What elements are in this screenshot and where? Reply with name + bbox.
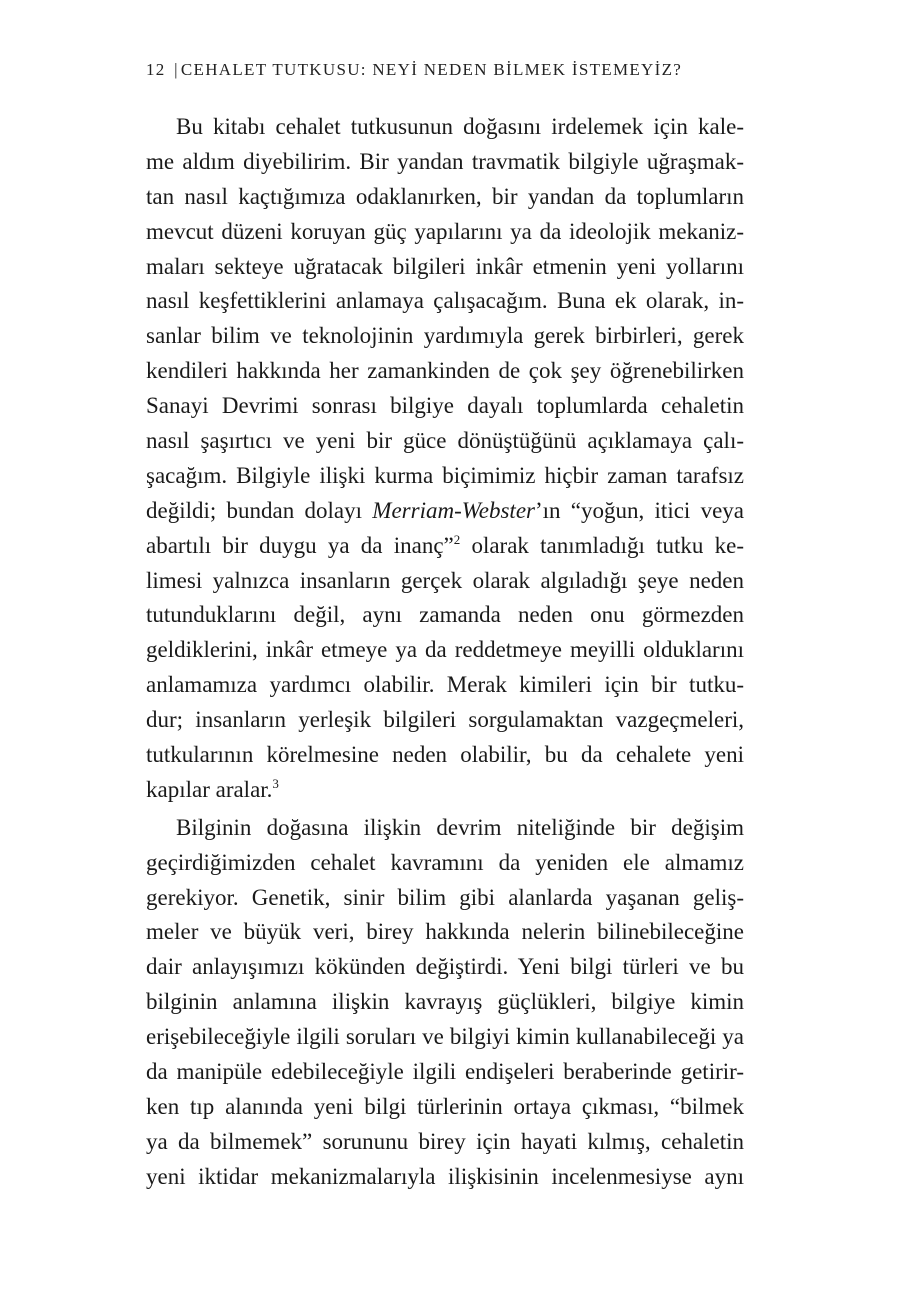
text-line: Bilginin doğasına ilişkin devrim niteliğinde bir değişim <box>176 814 744 840</box>
text-fragment: abartılı bir duygu ya da inanç” <box>146 532 454 558</box>
text-line: tutkularının körelmesine neden olabilir, bu da cehalete yeni <box>146 742 744 768</box>
text-line: tan nasıl kaçtığımıza odaklanırken, bir yandan da toplumların <box>146 183 744 209</box>
text-line: yeni iktidar mekanizmalarıyla ilişkisinin incelenmesiyse aynı <box>146 1163 744 1189</box>
text-line: da manipüle edebileceğiyle ilgili endişeleri beraberinde getirir- <box>146 1059 744 1085</box>
paragraph-2 <box>146 811 744 1195</box>
text-fragment: kapılar aralar. <box>146 776 273 802</box>
text-fragment: ’ın “yoğun, itici veya <box>534 497 744 523</box>
text-line: ken tıp alanında yeni bilgi türlerinin ortaya çıkması, “bilmek <box>146 1093 744 1119</box>
text-line: geçirdiğimizden cehalet kavramını da yeniden ele almamız <box>146 849 744 875</box>
text-line: erişebileceğiyle ilgili soruları ve bilgiyi kimin kullanabileceği ya <box>146 1024 744 1050</box>
text-fragment: olarak tanımladığı tutku ke- <box>460 532 744 558</box>
dictionary-name: Merriam-Webster <box>372 497 535 523</box>
text-line: limesi yalnızca insanların gerçek olarak algıladığı şeye neden <box>146 567 744 593</box>
book-title: CEHALET TUTKUSU: NEYİ NEDEN BİLMEK İSTEMEYİZ? <box>180 60 683 79</box>
page-number: 12 <box>146 60 166 79</box>
text-line: nasıl şaşırtıcı ve yeni bir güce dönüştüğünü açıklamaya çalı- <box>146 428 744 454</box>
text-line: sanlar bilim ve teknolojinin yardımıyla gerek birbirleri, gerek <box>146 323 744 349</box>
text-line: anlamamıza yardımcı olabilir. Merak kimileri için bir tutku- <box>146 672 744 698</box>
book-page <box>146 58 744 1195</box>
header-separator: | <box>174 60 179 79</box>
text-line: dair anlayışımızı kökünden değiştirdi. Yeni bilgi türleri ve bu <box>146 954 744 980</box>
text-line: şacağım. Bilgiyle ilişki kurma biçimimiz hiçbir zaman tarafsız <box>146 462 744 488</box>
text-line: meler ve büyük veri, birey hakkında nelerin bilinebileceğine <box>146 919 744 945</box>
text-line: Sanayi Devrimi sonrası bilgiye dayalı toplumlarda cehaletin <box>146 393 744 419</box>
text-line <box>146 529 744 564</box>
running-header <box>146 58 744 82</box>
footnote-marker: 2 <box>453 531 461 547</box>
text-line: mevcut düzeni koruyan güç yapılarını ya da ideolojik mekaniz- <box>146 218 744 244</box>
footnote-marker: 3 <box>272 775 279 791</box>
text-line: gerekiyor. Genetik, sinir bilim gibi alanlarda yaşanan geliş- <box>146 884 744 910</box>
paragraph-1 <box>146 110 744 808</box>
text-line: nasıl keşfettiklerini anlamaya çalışacağım. Buna ek olarak, in- <box>146 288 744 314</box>
text-line: kendileri hakkında her zamankinden de çok şey öğrenebilirken <box>146 358 744 384</box>
text-line: bilginin anlamına ilişkin kavrayış güçlükleri, bilgiye kimin <box>146 989 744 1015</box>
text-line: geldiklerini, inkâr etmeye ya da reddetmeye meyilli olduklarını <box>146 637 744 663</box>
text-line: Bu kitabı cehalet tutkusunun doğasını irdelemek için kale- <box>176 114 744 139</box>
text-line: maları sekteye uğratacak bilgileri inkâr etmenin yeni yollarını <box>146 253 744 279</box>
text-line <box>146 773 744 808</box>
text-line: dur; insanların yerleşik bilgileri sorgulamaktan vazgeçmeleri, <box>146 707 744 733</box>
text-line: me aldım diyebilirim. Bir yandan travmatik bilgiyle uğraşmak- <box>146 148 744 174</box>
text-line: ya da bilmemek” sorununu birey için hayati kılmış, cehaletin <box>146 1128 744 1154</box>
text-line <box>146 494 744 529</box>
text-fragment: değildi; bundan dolayı <box>146 497 373 523</box>
text-line: tutunduklarını değil, aynı zamanda neden onu görmezden <box>146 602 744 628</box>
